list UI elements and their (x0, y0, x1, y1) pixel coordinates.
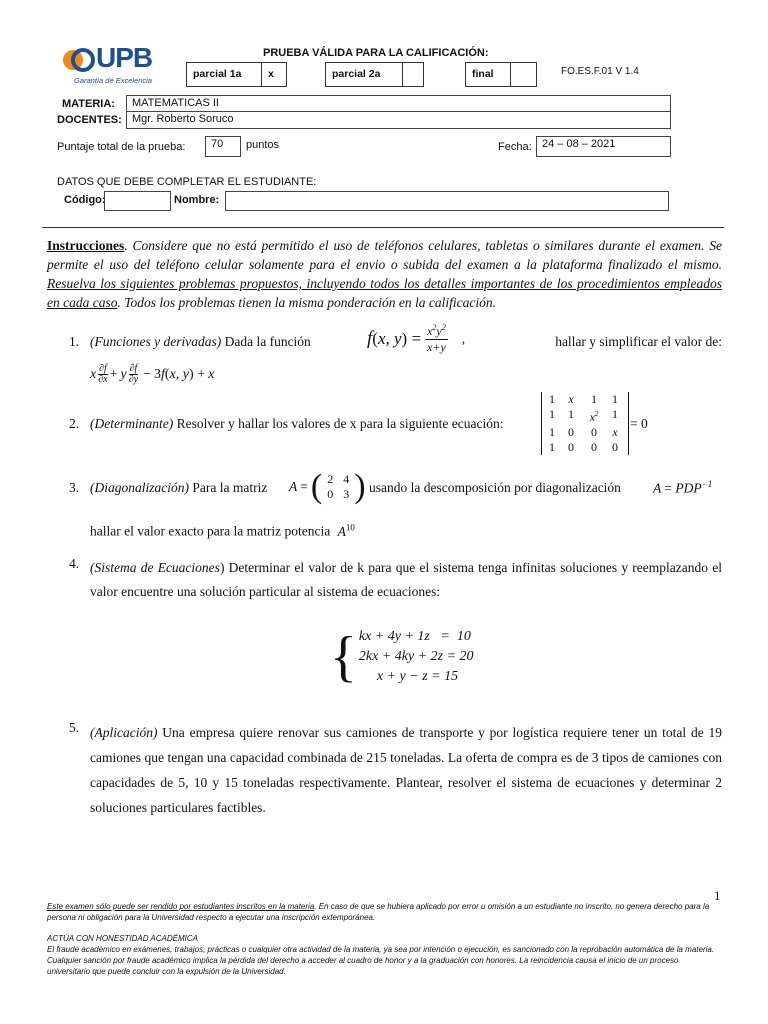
problem-number: 1. (69, 334, 80, 349)
equation-1: kx + 4y + 1z = 10 (358, 629, 471, 644)
form-code: FO.ES.F.01 V 1.4 (561, 66, 639, 77)
instructions-heading: Instrucciones (47, 238, 125, 253)
parcial2-label: parcial 2a (325, 62, 403, 87)
matrix-a: A = ( 2 4 0 3 ) (289, 468, 366, 505)
header-divider (42, 227, 724, 228)
problem-number: 3. (69, 480, 80, 495)
equation-2: 2kx + 4ky + 2z = 20 (358, 649, 474, 664)
equation-3: x + y − z = 15 (376, 669, 459, 684)
problem-text2: hallar el valor exacto para la matriz potencia (90, 523, 331, 539)
problem-2 (47, 392, 722, 458)
footer-para1-underlined: Este examen sólo puede ser rendido por estudiantes inscritos en la materia (47, 902, 315, 911)
matrix-power: $A^{10}$ (337, 522, 355, 539)
instructions-text3: . Todos los problemas tienen la misma ponderación en la calificación. (117, 295, 496, 310)
honesty-title: ACTÚA CON HONESTIDAD ACADÉMICA (47, 934, 198, 943)
problem-1 (47, 323, 722, 390)
problem-number: 4. (69, 556, 80, 571)
determinant-equals: = 0 (630, 416, 648, 431)
problem-text: Para la matriz (192, 480, 268, 495)
problem-text: Dada la función (224, 334, 311, 349)
parcial1-label: parcial 1a (186, 62, 262, 87)
problem-number: 2. (69, 416, 80, 431)
pdp-formula: $A = PDP^{-1}$ (653, 479, 713, 496)
puntaje-field: 70 (205, 136, 241, 157)
logo-tagline: Garantía de Excelencia (74, 76, 152, 85)
problem-tag: (Funciones y derivadas) (90, 334, 222, 349)
materia-field: MATEMATICAS II (126, 95, 671, 112)
problem-tag: (Sistema de Ecuaciones (90, 560, 220, 575)
logo-text: UPB (96, 42, 153, 73)
parcial2-mark[interactable] (402, 62, 424, 87)
upb-logo-mark (62, 45, 98, 75)
determinant-matrix: 1 x 1 1 1 1 $x^2$ 1 1 0 0 x 1 0 0 0 (541, 392, 629, 455)
instructions (47, 236, 722, 312)
docentes-label: DOCENTES: (57, 114, 122, 126)
footer (47, 901, 723, 977)
problem-text-mid: usando la descomposición por diagonalización (369, 480, 621, 495)
parcial1-mark[interactable]: x (261, 62, 287, 87)
problem-text: ) Determinar el valor de k para que el sistema tenga infinitas soluciones y reemplazando el valor encuentre una solución particular al sistema de ecuaciones: (90, 560, 722, 599)
puntaje-label: Puntaje total de la prueba: (57, 141, 186, 153)
instructions-text2: Resuelva los siguientes problemas propuestos, incluyendo todos los detalles importantes de los procedimientos empleados en cada caso (47, 276, 722, 310)
footer-para2: El fraude académico en exámenes, trabajos, prácticas o cualquier otra actividad de la materia, ya sea por intención o ejecución, es sancionado con la reprobación automática de la materia. Cualquier sanción por fraude académico implica la pérdida del derecho a acceder al cuadro de honor y a la graduación con honores. La reincidencia causa el inicio de un proceso universitario que puede concluir con la expulsión de la Universidad. (47, 945, 715, 976)
header-title: PRUEBA VÁLIDA PARA LA CALIFICACIÓN: (263, 47, 489, 59)
problem-tag: (Diagonalización) (90, 480, 189, 495)
problem-number: 5. (69, 720, 80, 735)
final-mark[interactable] (510, 62, 537, 87)
nombre-label: Nombre: (174, 194, 220, 206)
puntaje-unit: puntos (246, 139, 280, 151)
upb-logo (62, 42, 172, 88)
fecha-label: Fecha: (498, 141, 532, 153)
codigo-input[interactable] (104, 191, 171, 211)
footer-para1-rest: . En caso de que se hubiera aplicado por error u omisión a un estudiante no inscrito, no genera derecho para la persona ni obligación para la Universidad respecto a ejecutar una inscripción extemporánea. (47, 902, 710, 922)
footer-para1 (47, 901, 723, 923)
problem-text: Una empresa quiere renovar sus camiones de transporte y por logística requiere tener un total de 19 camiones que tengan una capacidad combinada de 215 toneladas. La oferta de compra es de 3 tipos de camiones con capacidades de 5, 10 y 15 toneladas respectivamente. Plantear, resolver el sistema de ecuaciones y determinar 2 soluciones particulares factibles. (90, 725, 722, 815)
problem-5 (47, 720, 722, 820)
instructions-text1: . Considere que no está permitido el uso de teléfonos celulares, tabletas o similares durante el examen. Se permite el uso del teléfono celular solamente para el envio o subida del examen a la plataforma finalizado el mismo. (47, 238, 722, 272)
codigo-label: Código: (64, 194, 106, 206)
nombre-input[interactable] (225, 191, 669, 211)
function-formula: f ( x, y ) = $\frac{x^2y^2}{x+y}$ , (367, 323, 466, 354)
problem-tag: (Determinante) (90, 416, 174, 431)
page-number: 1 (714, 888, 721, 903)
problem-4 (47, 554, 722, 694)
derivative-expression: x ∂f ∂x + y ∂f ∂y − 3 f ( x, y ) + x (90, 363, 215, 385)
problem-text-after: hallar y simplificar el valor de: (555, 334, 722, 349)
problem-text: Resolver y hallar los valores de x para la siguiente ecuación: (176, 416, 504, 431)
final-label: final (465, 62, 511, 87)
student-heading: DATOS QUE DEBE COMPLETAR EL ESTUDIANTE: (57, 176, 317, 188)
problem-3 (47, 470, 722, 540)
equation-system: { kx + 4y + 1z = 10 2kx + 4ky + 2z = 20 x + y − z = 15 (330, 626, 474, 688)
fecha-field: 24 – 08 – 2021 (536, 136, 671, 157)
docentes-field: Mgr. Roberto Soruco (126, 111, 671, 129)
problem-tag: (Aplicación) (90, 725, 158, 740)
materia-label: MATERIA: (62, 98, 115, 110)
